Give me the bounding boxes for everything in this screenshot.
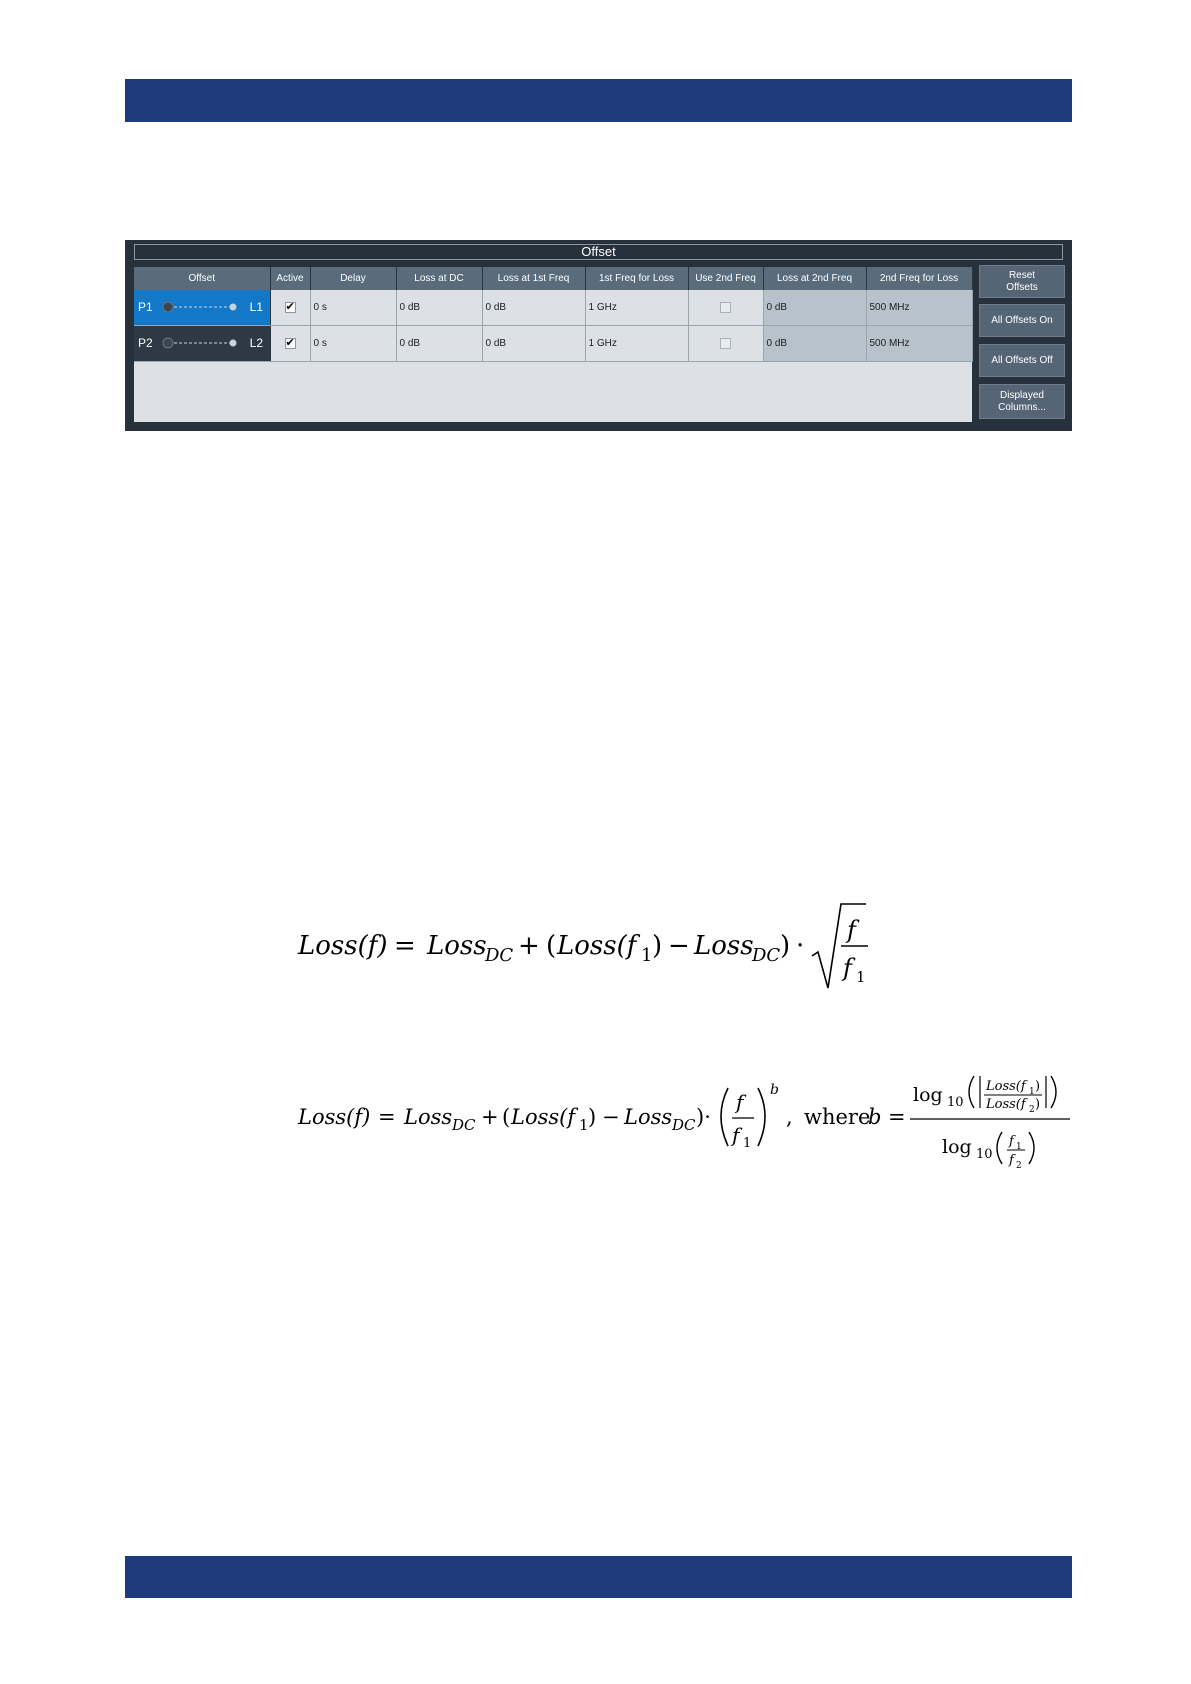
svg-text:Loss(f: Loss(f bbox=[511, 1105, 576, 1129]
where-label: where bbox=[804, 1105, 871, 1129]
svg-text:f: f bbox=[847, 916, 856, 944]
column-header-loss-at-dc[interactable]: Loss at DC bbox=[396, 267, 482, 290]
use-2nd-checkbox[interactable] bbox=[720, 302, 731, 313]
column-header-loss-at-2nd-freq[interactable]: Loss at 2nd Freq bbox=[763, 267, 866, 290]
svg-text:=: = bbox=[378, 1105, 396, 1129]
column-header-delay[interactable]: Delay bbox=[310, 267, 396, 290]
svg-text:)·: )· bbox=[696, 1105, 711, 1129]
svg-text:Loss(f: Loss(f bbox=[986, 1079, 1026, 1094]
svg-text:−: − bbox=[668, 931, 690, 961]
all-offsets-off-button[interactable] bbox=[979, 344, 1065, 377]
all-offsets-on-button[interactable] bbox=[979, 304, 1065, 337]
port-label: P1 bbox=[138, 300, 153, 314]
offset-table bbox=[134, 267, 973, 362]
column-header-offset[interactable]: Offset bbox=[134, 267, 270, 290]
delay-cell[interactable]: 0 s bbox=[310, 326, 396, 362]
svg-text:DC: DC bbox=[485, 945, 514, 966]
svg-text:): ) bbox=[588, 1105, 597, 1129]
connection-icon bbox=[162, 336, 240, 350]
line-label: L1 bbox=[249, 300, 263, 314]
reset-offsets-label-1: Reset bbox=[1008, 269, 1036, 281]
loss-2nd-cell: 0 dB bbox=[763, 290, 866, 326]
svg-text:DC: DC bbox=[752, 945, 781, 966]
svg-text:−: − bbox=[602, 1105, 620, 1129]
loss-dc-cell[interactable]: 0 dB bbox=[396, 326, 482, 362]
formula-sqrt-graphic bbox=[296, 898, 876, 990]
svg-text:Loss: Loss bbox=[427, 931, 487, 961]
active-cell[interactable] bbox=[270, 290, 310, 326]
svg-text:log: log bbox=[913, 1084, 943, 1106]
svg-text:+: + bbox=[481, 1105, 499, 1129]
svg-text:10: 10 bbox=[976, 1147, 993, 1162]
formula-sqrt-model bbox=[296, 898, 876, 990]
column-header-use-2nd-freq[interactable]: Use 2nd Freq bbox=[688, 267, 763, 290]
offset-dialog bbox=[125, 240, 1072, 431]
svg-text:f: f bbox=[736, 1090, 744, 1114]
reset-offsets-label-2: Offsets bbox=[1006, 281, 1038, 293]
svg-text:=: = bbox=[888, 1105, 906, 1129]
column-header-2nd-freq-for-loss[interactable]: 2nd Freq for Loss bbox=[866, 267, 972, 290]
svg-text:b: b bbox=[770, 1082, 779, 1098]
loss-1st-cell[interactable]: 0 dB bbox=[482, 326, 585, 362]
svg-text:b: b bbox=[868, 1105, 882, 1129]
svg-text:DC: DC bbox=[452, 1116, 476, 1134]
svg-text:DC: DC bbox=[672, 1116, 696, 1134]
active-cell[interactable] bbox=[270, 326, 310, 362]
svg-text:Loss: Loss bbox=[694, 931, 754, 961]
line-label: L2 bbox=[249, 336, 263, 350]
svg-text:2: 2 bbox=[1029, 1105, 1035, 1115]
dialog-title: Offset bbox=[134, 244, 1063, 260]
table-row[interactable] bbox=[134, 326, 972, 362]
delay-cell[interactable]: 0 s bbox=[310, 290, 396, 326]
svg-text:1: 1 bbox=[856, 968, 866, 986]
freq-2nd-cell: 500 MHz bbox=[866, 326, 972, 362]
formula-power-model bbox=[296, 1064, 1076, 1174]
use-2nd-cell[interactable] bbox=[688, 326, 763, 362]
svg-text:=: = bbox=[394, 931, 416, 961]
svg-text:1: 1 bbox=[579, 1116, 589, 1134]
svg-text:,: , bbox=[786, 1105, 793, 1129]
offset-cell[interactable] bbox=[134, 290, 270, 326]
reset-offsets-button[interactable] bbox=[979, 265, 1065, 298]
svg-text:Loss: Loss bbox=[404, 1105, 453, 1129]
column-header-loss-at-1st-freq[interactable]: Loss at 1st Freq bbox=[482, 267, 585, 290]
connection-icon bbox=[162, 300, 240, 314]
active-checkbox[interactable]: ✔ bbox=[285, 300, 295, 313]
svg-text:1: 1 bbox=[743, 1136, 752, 1151]
svg-text:Loss(f: Loss(f bbox=[557, 931, 637, 961]
freq-1st-cell[interactable]: 1 GHz bbox=[585, 290, 688, 326]
header-band bbox=[125, 79, 1072, 122]
loss-2nd-cell: 0 dB bbox=[763, 326, 866, 362]
svg-text:(: ( bbox=[502, 1105, 511, 1129]
svg-text:2: 2 bbox=[1016, 1161, 1022, 1171]
displayed-columns-label-2: Columns... bbox=[998, 401, 1046, 413]
svg-text:f: f bbox=[732, 1123, 740, 1147]
svg-text:+: + bbox=[518, 931, 540, 961]
footer-band bbox=[125, 1556, 1072, 1598]
port-label: P2 bbox=[138, 336, 153, 350]
loss-dc-cell[interactable]: 0 dB bbox=[396, 290, 482, 326]
displayed-columns-label-1: Displayed bbox=[1000, 389, 1044, 401]
displayed-columns-button[interactable] bbox=[979, 384, 1065, 419]
column-header-active[interactable]: Active bbox=[270, 267, 310, 290]
svg-text:·: · bbox=[796, 931, 805, 961]
use-2nd-cell[interactable] bbox=[688, 290, 763, 326]
svg-text:): ) bbox=[1035, 1079, 1041, 1094]
svg-text:f: f bbox=[843, 954, 852, 982]
svg-text:1: 1 bbox=[1016, 1142, 1022, 1152]
table-header-row bbox=[134, 267, 972, 290]
freq-1st-cell[interactable]: 1 GHz bbox=[585, 326, 688, 362]
svg-text:): ) bbox=[652, 931, 663, 961]
svg-text:Loss(f): Loss(f) bbox=[298, 1105, 371, 1129]
use-2nd-checkbox[interactable] bbox=[720, 338, 731, 349]
column-header-1st-freq-for-loss[interactable]: 1st Freq for Loss bbox=[585, 267, 688, 290]
svg-text:f: f bbox=[1009, 1134, 1014, 1149]
svg-text:1: 1 bbox=[641, 945, 653, 966]
table-row[interactable] bbox=[134, 290, 972, 326]
svg-text:10: 10 bbox=[947, 1095, 964, 1110]
svg-text:): ) bbox=[1035, 1097, 1041, 1112]
svg-text:(: ( bbox=[546, 931, 557, 961]
svg-text:Loss(f): Loss(f) bbox=[298, 931, 388, 961]
svg-text:): ) bbox=[780, 931, 791, 961]
offset-table-area bbox=[134, 267, 972, 422]
active-checkbox[interactable]: ✔ bbox=[285, 336, 295, 349]
all-offsets-on-label: All Offsets On bbox=[991, 314, 1053, 326]
all-offsets-off-label: All Offsets Off bbox=[991, 354, 1053, 366]
formula-power-graphic bbox=[296, 1064, 1076, 1174]
svg-text:Loss(f: Loss(f bbox=[986, 1097, 1026, 1112]
svg-text:f: f bbox=[1009, 1153, 1014, 1168]
svg-text:Loss: Loss bbox=[624, 1105, 673, 1129]
offset-cell[interactable] bbox=[134, 326, 270, 362]
freq-2nd-cell: 500 MHz bbox=[866, 290, 972, 326]
svg-text:log: log bbox=[942, 1136, 972, 1158]
svg-text:1: 1 bbox=[1029, 1087, 1035, 1097]
loss-1st-cell[interactable]: 0 dB bbox=[482, 290, 585, 326]
